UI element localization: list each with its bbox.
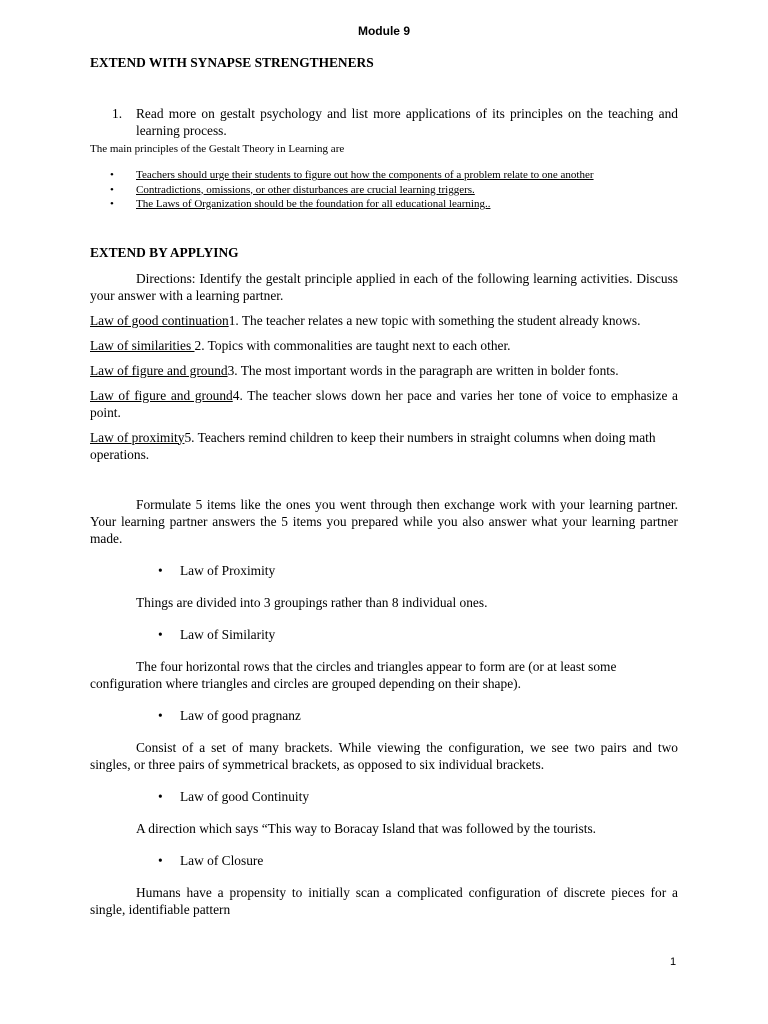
law-heading: • Law of Closure [90,852,678,869]
formulate-text: Formulate 5 items like the ones you went through then exchange work with your learning partner. Your learning partner answers the 5 items you prepared while you also answer what your learning partner made. [90,496,678,546]
answer-label: Law of proximity [90,429,185,445]
activity-text: 2. Topics with commonalities are taught next to each other. [194,337,511,353]
numbered-item [90,105,678,139]
law-heading: • Law of Similarity [90,626,678,643]
activity-item-2 [90,337,678,354]
law-example: Consist of a set of many brackets. While viewing the configuration, we see two pairs and two singles, or three pairs of symmetrical brackets, as opposed to six individual brackets. [90,739,678,772]
module-title: Module 9 [357,24,410,38]
item-number: 1. [112,106,123,121]
principle-item[interactable]: • The Laws of Organization should be the foundation for all educational learning.. [90,197,678,212]
law-heading: • Law of good Continuity [90,788,678,805]
document-body [90,54,678,918]
answer-label: Law of figure and ground [90,362,228,378]
activity-text: 5. Teachers remind children to keep their numbers in straight columns when doing math operations. [90,429,656,462]
law-example: Things are divided into 3 groupings rather than 8 individual ones. [136,594,488,610]
answer-label: Law of figure and ground [90,387,233,403]
activity-item-5 [90,429,678,463]
activity-item-1 [90,312,678,329]
activity-text: 1. The teacher relates a new topic with something the student already knows. [228,312,641,328]
answer-label: Law of similarities [90,337,195,353]
section-heading-applying: EXTEND BY APPLYING [90,244,239,260]
directions-text: Directions: Identify the gestalt principle applied in each of the following learning activities. Discuss your answer with a learning partner. [90,270,678,303]
law-heading: • Law of good pragnanz [90,707,678,724]
law-example: Humans have a propensity to initially scan a complicated configuration of discrete pieces for a single, identifiable pattern [90,884,678,917]
page-number: 1 [670,956,677,968]
law-heading: • Law of Proximity [90,562,678,579]
section-heading-synapse: EXTEND WITH SYNAPSE STRENGTHENERS [90,55,374,70]
activity-text: 3. The most important words in the paragraph are written in bolder fonts. [227,362,619,378]
principles-list [90,168,678,212]
activity-text: 4. The teacher slows down her pace and varies her tone of voice to emphasize a point. [90,387,678,420]
activity-item-3 [90,362,678,379]
activity-item-4 [90,387,678,421]
principle-item[interactable]: • Teachers should urge their students to figure out how the components of a problem relate to one another [90,168,678,183]
item-text: Read more on gestalt psychology and list more applications of its principles on the teaching and learning process. [136,106,678,138]
principle-item[interactable]: • Contradictions, omissions, or other disturbances are crucial learning triggers. [90,183,678,198]
law-example: The four horizontal rows that the circles and triangles appear to form are (or at least some configuration where triangles and circles are grouped depending on their shape). [90,658,617,691]
answer-label: Law of good continuation [90,312,229,328]
law-example: A direction which says “This way to Boracay Island that was followed by the tourists. [136,820,597,836]
principles-intro: The main principles of the Gestalt Theory in Learning are [90,143,345,155]
